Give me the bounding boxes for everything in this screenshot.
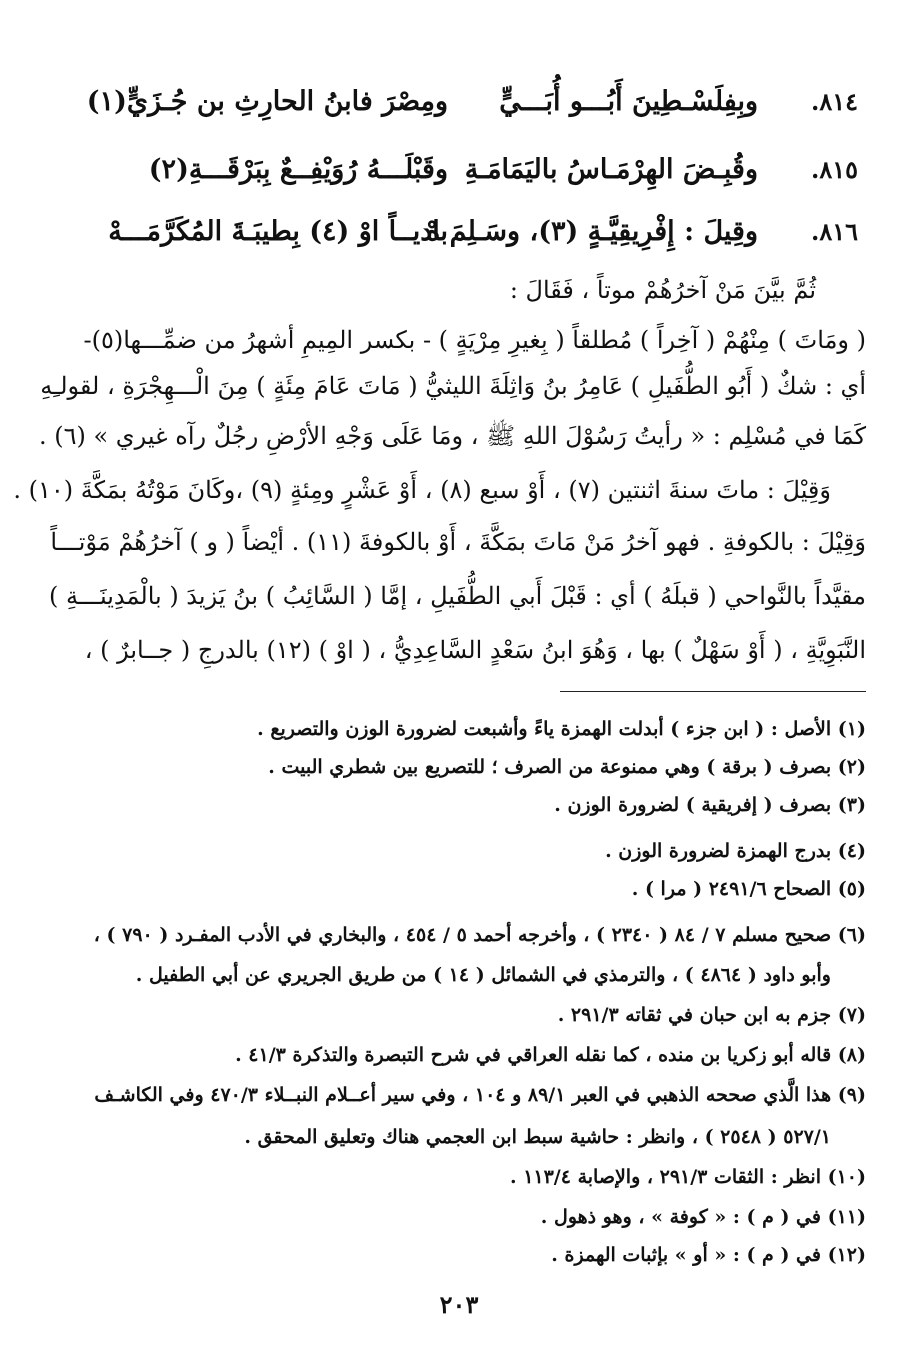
body-line-5: وَقِيْلَ : ماتَ سنةَ اثنتين (٧) ، أَوْ سبع (٨) ، أَوْ عَشْرٍ ومِئةٍ (٩) ،وكَانَ مَوْتُهُ بمَكَّةَ (١٠) . — [13, 476, 831, 504]
footnote-12: (١٢) في ( م ) : « أو » بإثبات الهمزة . — [551, 1244, 866, 1266]
footnote-1: (١) الأصل : ( ابن جزء ) أبدلت الهمزة ياءً وأشبعت لضرورة الوزن والتصريع . — [257, 718, 866, 740]
verse-number: ٨١٦. — [810, 217, 858, 246]
footnote-6-continued: وأبو داود ( ٤٨٦٤ ) ، والترمذي في الشمائل ( ١٤ ) من طريق الجريري عن أبي الطفيل . — [135, 964, 831, 986]
verse-number: ٨١٤. — [810, 87, 858, 116]
verse-number: ٨١٥. — [810, 155, 858, 184]
verse-first-hemistich: وقِيلَ : إِفْرِيقِيَّـةٍ (٣)، وسَـلِمَ هْ — [426, 216, 758, 247]
footnote-8: (٨) قاله أبو زكريا بن منده ، كما نقله العراقي في شرح التبصرة والتذكرة ٤١/٣ . — [235, 1044, 866, 1066]
footnote-divider — [560, 691, 866, 692]
verse-second-hemistich: وقَبْلَـــهُ رُوَيْفِــعٌ بِبَرْقَـــةِ(٢) — [148, 154, 448, 185]
verse-816 — [100, 210, 858, 254]
footnote-2: (٢) بصرف ( برقة ) وهي ممنوعة من الصرف ؛ للتصريع بين شطري البيت . — [268, 756, 866, 778]
footnote-9: (٩) هذا الَّذي صححه الذهبي في العبر ٨٩/١ و ١٠٤ ، وفي سير أعــلام النبــلاء ٤٧٠/٣ وفي الكاشـف — [94, 1084, 866, 1106]
body-line-1: ثُمَّ بيَّنَ مَنْ آخرُهُمْ موتاً ، فَقَالَ : — [509, 276, 816, 304]
footnote-4: (٤) بدرج الهمزة لضرورة الوزن . — [605, 840, 866, 862]
body-line-2: ( ومَاتَ ) مِنْهُمْ ( آخِراً ) مُطلقاً ( بِغيرِ مِرْيَةٍ ) - بكسر المِيمِ أشهرُ من ضمِّـــها(٥)- — [83, 326, 866, 354]
verse-first-hemistich: وبِفِلَسْـطِينَ أَبُـــو أُبَـــيٍّ — [499, 86, 758, 117]
footnote-3: (٣) بصرف ( إفريقية ) لضرورة الوزن . — [554, 794, 866, 816]
body-line-3: أي : شكٌ ( أَبُو الطُّفَيلِ ) عَامِرُ بنُ وَاثِلَةَ الليثيُّ ( مَاتَ عَامَ مِئَةٍ ) مِنَ الْـــهِجْرَةِ ، لقولـِهِ — [40, 372, 866, 400]
footnote-10: (١٠) انظر : الثقات ٢٩١/٣ ، والإصابة ١١٣/٤ . — [509, 1166, 866, 1188]
body-line-4: كَمَا في مُسْلِم : « رأيتُ رَسُوْلَ اللهِ ﷺ ، ومَا عَلَى وَجْهِ الأرْضِ رجُلٌ رآه غيري » (٦) . — [38, 422, 866, 450]
footnote-9-continued: ٥٢٧/١ ( ٢٥٤٨ ) ، وانظر : حاشية سبط ابن العجمي هناك وتعليق المحقق . — [244, 1126, 831, 1148]
verse-second-hemistich: باديــاً اوْ (٤) بِطيبَـةَ المُكَرَّمَـــهْ — [108, 216, 448, 247]
verse-815 — [100, 148, 858, 192]
body-line-6: وَقِيْلَ : بالكوفةِ . فهو آخرُ مَنْ مَاتَ بمَكَّةَ ، أَوْ بالكوفةَ (١١) . أيْضاً ( و ) آخرُهُمْ مَوْتـــاً — [50, 528, 866, 556]
footnote-5: (٥) الصحاح ٢٤٩١/٦ ( مرا ) . — [631, 878, 866, 900]
body-line-8: النَّبَوِيَّةِ ، ( أَوْ سَهْلٌ ) بها ، وَهُوَ ابنُ سَعْدٍ السَّاعِدِيُّ ، ( اوْ ) (١٢) بالدرجِ ( جــابرٌ ) ، — [84, 636, 866, 664]
verse-second-hemistich: ومِصْرَ فابنُ الحارِثِ بن جُـزَيٍّ(١) — [86, 86, 448, 117]
footnote-6: (٦) صحيح مسلم ٧ / ٨٤ ( ٢٣٤٠ ) ، وأخرجه أحمد ٥ / ٤٥٤ ، والبخاري في الأدب المفـرد ( ٧٩٠ ) ، — [93, 924, 866, 946]
verse-first-hemistich: وقُبِـضَ الهِرْمَـاسُ باليَمَامَـةِ — [464, 154, 758, 185]
verse-814 — [86, 80, 858, 124]
body-line-7: مقيَّداً بالنَّواحي ( قبلَهُ ) أي : قَبْلَ أَبي الطُّفَيلِ ، إمَّا ( السَّائِبُ ) بنُ يَزيدَ ( بالْمَدِينَـــةِ ) — [49, 582, 866, 610]
page-number: ٢٠٣ — [439, 1290, 479, 1319]
footnote-7: (٧) جزم به ابن حبان في ثقاته ٢٩١/٣ . — [557, 1004, 866, 1026]
footnote-11: (١١) في ( م ) : « كوفة » ، وهو ذهول . — [540, 1206, 866, 1228]
